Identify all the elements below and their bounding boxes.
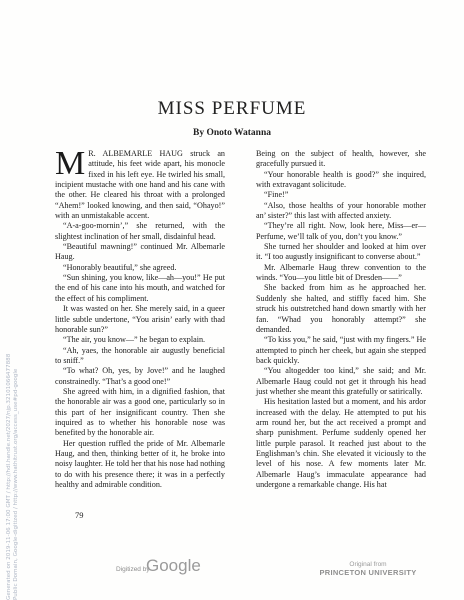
text-column-right <box>256 149 426 490</box>
original-from-label: Original from <box>349 561 387 568</box>
university-name: PRINCETON UNIVERSITY <box>319 568 417 577</box>
drop-cap-letter: M <box>55 145 86 182</box>
side-stamp <box>6 230 18 600</box>
paragraph: She agreed with him, in a dignified fashion, that the honorable air was a good one, particularly so in this part of her insignificant country. Then she inquired as to whether his honorable nose was benefited by the honorable air. <box>55 386 225 438</box>
paragraph: “Also, those healths of your honorable mother an’ sister?” this last with affected anxiety. <box>256 200 426 221</box>
paragraph: Mr. Albemarle Haug threw convention to the winds. “You—you little bit of Dresden——” <box>256 262 426 283</box>
paragraph: “They’re all right. Now, look here, Miss—er—Perfume, we’ll talk of you, don’t you know.” <box>256 221 426 241</box>
text-column-left <box>55 145 225 490</box>
digitized-by-label: Digitized by <box>116 566 150 573</box>
paragraph: “Sun shining, you know, like—ah—you!” He put the end of his cane into his mouth, and watched for the effect of his compliment. <box>55 273 225 303</box>
paragraph: “A-a-goo-mornin’,” she returned, with the slightest inclination of her small, disdainful head. <box>55 221 225 241</box>
stamp-line-1: Generated on 2019-11-06 17:00 GMT / http://hdl.handle.net/2027/njp.32101066477888 <box>6 353 12 600</box>
paragraph: “Honorably beautiful,” she agreed. <box>63 262 177 272</box>
story-title: MISS PERFUME <box>157 98 307 119</box>
paragraph: “You altogedder too kind,” she said; and Mr. Albemarle Haug could not get it through his head just whether she meant this gratefully or satirically. <box>256 366 426 396</box>
page-number: 79 <box>75 510 84 520</box>
paragraph: “Your honorable health is good?” she inquired, with extravagant solicitude. <box>256 169 426 190</box>
paragraph: Her question ruffled the pride of Mr. Albemarle Haug, and then, thinking better of it, he broke into noisy laughter. He told her that his nose had nothing to do with his presence there; it was in a perfectly healthy and admirable condition. <box>55 438 225 489</box>
paragraph: It was wasted on her. She merely said, in a queer little subtle undertone, “You arisin’ early with thad honorable sun?” <box>55 304 225 334</box>
stamp-line-2: Public Domain, Google-digitized / http://www.hathitrust.org/access_use#pd-google <box>12 368 19 600</box>
library-watermark <box>308 561 428 577</box>
paragraph: “To what? Oh, yes, by Jove!” and he laughed constrainedly. “That’s a good one!” <box>55 366 225 386</box>
paragraph: “Ah, yaes, the honorable air augustly beneficial to sniff.” <box>55 345 225 365</box>
paragraph: “Fine!” <box>264 190 289 200</box>
paragraph: Being on the subject of health, however, she gracefully pursued it. <box>256 149 426 169</box>
google-logo: Google <box>146 556 201 575</box>
paragraph: “The air, you know—” he began to explain. <box>63 335 206 345</box>
paragraph-text: R. ALBEMARLE HAUG struck an attitude, his feet wide apart, his monocle fixed in his left eye. He twirled his small, incipient mustache with one hand and his cane with the other. He cleared his throat with a prolonged “Ahem!” looked knowing, and then said, “Ohayo!” with an unmistakable accent. <box>55 149 225 221</box>
paragraph: “To kiss you,” he said, “just with my fingers.” He attempted to pinch her cheek, but again she stepped back quickly. <box>256 335 426 365</box>
paragraph: “Beautiful mawning!” continued Mr. Albemarle Haug. <box>55 242 225 262</box>
paragraph: His hesitation lasted but a moment, and his ardor increased with the delay. He attempted to put his arm round her, but the act received a prompt and sharp punishment. Perfume suddenly opened her little purple parasol. It reached just about to the Englishman’s chin. She elevated it viciously to the level of his nose. A few moments later Mr. Albemarle Haug’s immaculate appearance had undergone a remarkable change. His hat <box>256 397 426 489</box>
paragraph: She backed from him as he approached her. Suddenly she halted, and stiffly faced him. She struck his outstretched hand down smartly with her fan. “Whad you honorably attempt?” she demanded. <box>256 283 426 334</box>
paragraph: She turned her shoulder and looked at him over it. “I too augustly insignificant to converse about.” <box>256 242 426 262</box>
paragraph <box>55 145 225 221</box>
author-byline: By Onoto Watanna <box>193 128 271 138</box>
